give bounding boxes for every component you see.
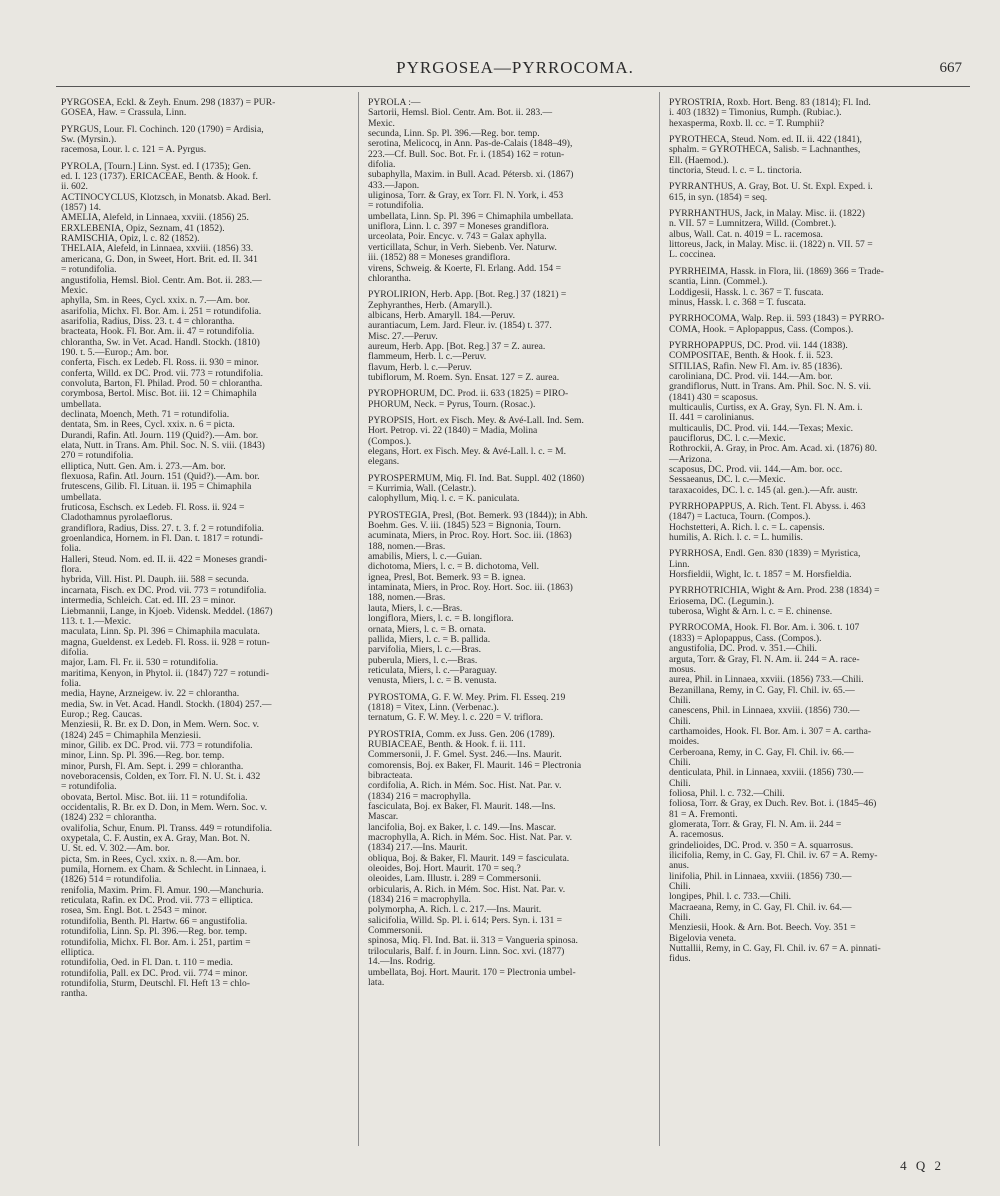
entry-line: elegans, Hort. ex Fisch. Mey. & Avé-Lall. l. c. = M.: [368, 446, 567, 457]
entry-line: corymbosa, Bertol. Misc. Bot. iii. 12 = Chimaphila: [61, 388, 257, 400]
entry-line: difolia.: [61, 646, 89, 658]
entry-line: caroliniana, DC. Prod. vii. 144.—Am. bor.: [669, 370, 833, 382]
entry-line: elliptica.: [61, 946, 95, 958]
entry-line: fidus.: [669, 953, 691, 965]
entry-line: ternatum, G. F. W. Mey. l. c. 220 = V. triflora.: [368, 712, 544, 724]
entry-line: elata, Nutt. in Trans. Am. Phil. Soc. N. S. viii. (1843): [61, 440, 265, 451]
entry-line: THELAIA, Alefeld, in Linnaea, xxviii. (1856) 33.: [61, 243, 254, 255]
entry-line: (1834) 216 = macrophylla.: [368, 894, 471, 906]
entry-line: aurantiacum, Lem. Jard. Fleur. iv. (1854) t. 377.: [368, 320, 552, 332]
entry-line: i. 403 (1832) = Timonius, Rumph. (Rubiac.).: [669, 107, 842, 119]
entry-line: rosea, Sm. Engl. Bot. t. 2543 = minor.: [61, 905, 207, 917]
entry-line: RAMISCHIA, Opiz, l. c. 82 (1852).: [61, 233, 200, 245]
entry-line: PYRRANTHUS, A. Gray, Bot. U. St. Expl. Exped. i.: [669, 181, 873, 193]
column-right: [669, 98, 964, 965]
entry-line: PYROLA, [Tourn.] Linn. Syst. ed. I (1735); Gen.: [61, 160, 251, 172]
entry-line: racemosa, Lour. l. c. 121 = A. Pyrgus.: [61, 144, 207, 156]
entry-line: lancifolia, Boj. ex Baker, l. c. 149.—Ins. Mascar.: [368, 821, 556, 833]
entry-line: oleoides, Lam. Illustr. i. 289 = Commersonii.: [368, 873, 542, 885]
entry-line: PYRRHANTHUS, Jack, in Malay. Misc. ii. (1822): [669, 208, 865, 220]
entry-line: ovalifolia, Schur, Enum. Pl. Transs. 449 = rotundifolia.: [61, 822, 273, 834]
entry-line: maritima, Kenyon, in Phytol. ii. (1847) 727 = rotundi-: [61, 667, 269, 679]
entry-line: PYRRHOTRICHIA, Wight & Arn. Prod. 238 (1834) =: [669, 585, 880, 597]
entry-line: COMPOSITAE, Benth. & Hook. f. ii. 523.: [669, 350, 833, 362]
entry-line: dichotoma, Miers, l. c. = B. dichotoma, Vell.: [368, 561, 539, 573]
page-header: [60, 58, 970, 84]
entry-line: Zephyranthes, Herb. (Amaryll.).: [368, 299, 493, 311]
entry-line: ACTINOCYCLUS, Klotzsch, in Monatsb. Akad. Berl.: [61, 191, 271, 203]
entry-line: Eriosema, DC. (Legumin.).: [669, 595, 774, 607]
entry-line: mosus.: [669, 663, 696, 675]
entry-line: rantha.: [61, 988, 88, 1000]
entry-line: Hochstetteri, A. Rich. l. c. = L. capensis.: [669, 521, 825, 533]
entry-line: Horsfieldii, Wight, Ic. t. 1857 = M. Horsfieldia.: [669, 569, 852, 581]
entry-line: virens, Schweig. & Koerte, Fl. Erlang. Add. 154 =: [368, 262, 561, 274]
entry-line: Chili.: [669, 694, 691, 706]
entry-line: rotundifolia, Linn. Sp. Pl. 396.—Reg. bor. temp.: [61, 926, 248, 938]
entry-line: minus, Hassk. l. c. 368 = T. fuscata.: [669, 296, 806, 308]
entry-line: II. 441 = carolinianus.: [669, 412, 755, 424]
entry-line: grandiflora, Radius, Diss. 27. t. 3. f. 2 = rotundifolia.: [61, 522, 264, 534]
entry-line: 615, in syn. (1854) = seq.: [669, 191, 768, 203]
entry-line: hybrida, Vill. Hist. Pl. Dauph. iii. 588 = secunda.: [61, 574, 249, 586]
entry-line: (Compos.).: [368, 435, 412, 447]
entry-line: PYRGUS, Lour. Fl. Cochinch. 120 (1790) = Ardisia,: [61, 123, 264, 135]
entry-line: intermedia, Schleich. Cat. ed. III. 23 = minor.: [61, 595, 236, 607]
entry-line: tuberosa, Wight & Arn. l. c. = E. chinense.: [669, 606, 833, 618]
entry-line: tinctoria, Steud. l. c. = L. tinctoria.: [669, 165, 802, 177]
entry-line: bibracteata.: [368, 769, 413, 781]
entry-line: 433.—Japon.: [368, 179, 420, 191]
entry-line: macrophylla, A. Rich. in Mém. Soc. Hist. Nat. Par. v.: [368, 832, 573, 844]
entry-line: COMA, Hook. = Aplopappus, Cass. (Compos.).: [669, 323, 854, 335]
entry-line: longipes, Phil. l. c. 733.—Chili.: [669, 891, 792, 903]
entry-line: ignea, Presl, Bot. Bemerk. 93 = B. ignea.: [368, 571, 526, 583]
entry-line: Macraeana, Remy, in C. Gay, Fl. Chil. iv. 64.—: [669, 901, 852, 913]
entry-line: serotina, Melicocq, in Ann. Pas-de-Calais (1848–49),: [368, 138, 573, 150]
entry-line: sphalm. = GYROTHECA, Salisb. = Lachnanthes,: [669, 144, 861, 156]
entry-line: Hort. Petrop. vi. 22 (1840) = Madia, Molina: [368, 425, 538, 437]
entry-line: comorensis, Boj. ex Baker, Fl. Maurit. 146 = Plectronia: [368, 759, 582, 771]
entry-line: elegans.: [368, 456, 400, 468]
entry-line: Chili.: [669, 777, 691, 789]
entry-line: Cladothamnus pyrolaeflorus.: [61, 512, 173, 524]
entry-line: albicans, Herb. Amaryll. 184.—Peruv.: [368, 309, 515, 321]
entry-line: iii. (1852) 88 = Moneses grandiflora.: [368, 252, 511, 264]
entry-line: incarnata, Fisch. ex DC. Prod. vii. 773 = rotundifolia.: [61, 584, 267, 596]
entry-line: chlorantha.: [368, 272, 411, 284]
entry-line: PYRROCOMA, Hook. Fl. Bor. Am. i. 306. t. 107: [669, 622, 860, 634]
entry-line: asarifolia, Radius, Diss. 23. t. 4 = chlorantha.: [61, 315, 235, 327]
entry-line: Rothrockii, A. Gray, in Proc. Am. Acad. xi. (1876) 80.: [669, 443, 878, 455]
entry-line: hexasperma, Roxb. ll. cc. = T. Rumphii?: [669, 117, 825, 129]
entry-line: = rotundifolia.: [368, 200, 424, 212]
entry-line: Menziesii, Hook. & Arn. Bot. Beech. Voy. 351 =: [669, 922, 856, 934]
entry-line: (1841) 430 = scaposus.: [669, 391, 759, 403]
entry-line: L. coccinea.: [669, 249, 716, 261]
entry-line: A. racemosus.: [669, 829, 724, 841]
entry-line: Sw. (Myrsin.).: [61, 134, 117, 146]
entry-line: 223.—Cf. Bull. Soc. Bot. Fr. i. (1854) 162 = rotun-: [368, 148, 565, 160]
entry-line: conferta, Fisch. ex Ledeb. Fl. Ross. ii. 930 = minor.: [61, 357, 259, 369]
entry-line: 14.—Ins. Rodrig.: [368, 956, 436, 968]
entry-line: pumila, Hornem. ex Cham. & Schlecht. in Linnaea, i.: [61, 864, 267, 876]
entry-line: = rotundifolia.: [61, 264, 117, 276]
entry-line: secunda, Linn. Sp. Pl. 396.—Reg. bor. temp.: [368, 128, 540, 140]
entry-line: Ell. (Haemod.).: [669, 154, 729, 166]
entry-line: ERXLEBENIA, Opiz, Seznam, 41 (1852).: [61, 222, 225, 234]
entry-line: uniflora, Linn. l. c. 397 = Moneses grandiflora.: [368, 221, 549, 233]
entry-line: ed. I. 123 (1737). ERICACEAE, Benth. & Hook. f.: [61, 171, 258, 183]
entry-line: lata.: [368, 976, 385, 988]
entry-line: difolia.: [368, 159, 396, 171]
entry-line: aurea, Phil. in Linnaea, xxviii. (1856) 733.—Chili.: [669, 674, 864, 686]
entry-line: calophyllum, Miq. l. c. = K. paniculata.: [368, 493, 520, 505]
entry-line: americana, G. Don, in Sweet, Hort. Brit. ed. II. 341: [61, 253, 258, 265]
header-rule: [56, 86, 970, 87]
entry-line: chlorantha, Sw. in Vet. Acad. Handl. Stockh. (1810): [61, 336, 260, 348]
entry-line: SITILIAS, Rafin. New Fl. Am. iv. 85 (1836).: [669, 360, 843, 372]
entry-line: parvifolia, Miers, l. c.—Bras.: [368, 644, 481, 656]
entry-line: minor, Pursh, Fl. Am. Sept. i. 299 = chlorantha.: [61, 760, 244, 772]
entry-line: 113. t. 1.—Mexic.: [61, 615, 131, 627]
entry-line: multicaulis, DC. Prod. vii. 144.—Texas; Mexic.: [669, 422, 853, 434]
entry-line: acuminata, Miers, in Proc. Roy. Hort. Soc. iii. (1863): [368, 530, 572, 542]
entry-line: (1826) 514 = rotundifolia.: [61, 874, 162, 886]
entry-line: pauciflorus, DC. l. c.—Mexic.: [669, 432, 786, 444]
entry-line: lauta, Miers, l. c.—Bras.: [368, 602, 463, 614]
entry-line: obliqua, Boj. & Baker, Fl. Maurit. 149 = fasciculata.: [368, 852, 570, 864]
entry-line: PHORUM, Neck. = Pyrus, Tourn. (Rosac.).: [368, 398, 536, 410]
page-number: 667: [939, 60, 962, 76]
entry-line: albus, Wall. Cat. n. 4019 = L. racemosa.: [669, 228, 823, 240]
entry-line: Chili.: [669, 881, 691, 893]
entry-line: taraxacoides, DC. l. c. 145 (al. gen.).—Afr. austr.: [669, 484, 858, 496]
entry-line: Misc. 27.—Peruv.: [368, 330, 438, 342]
entry-line: foliosa, Torr. & Gray, ex Duch. Rev. Bot. i. (1845–46): [669, 798, 877, 810]
entry-line: intaminata, Miers, in Proc. Roy. Hort. Soc. iii. (1863): [368, 582, 573, 594]
entry-line: PYRRHOSA, Endl. Gen. 830 (1839) = Myristica,: [669, 548, 861, 560]
entry-line: flexuosa, Rafin. Atl. Journ. 151 (Quid?).—Am. bor.: [61, 471, 260, 483]
entry-line: longiflora, Miers, l. c. = B. longiflora.: [368, 613, 514, 625]
entry-line: picta, Sm. in Rees, Cycl. xxix. n. 8.—Am. bor.: [61, 853, 241, 865]
entry-line: tubiflorum, M. Roem. Syn. Ensat. 127 = Z. aurea.: [368, 371, 560, 383]
entry-line: PYROSTEGIA, Presl, (Bot. Bemerk. 93 (1844)); in Abh.: [368, 509, 588, 521]
column-divider: [659, 92, 660, 1146]
entry-line: Boehm. Ges. V. iii. (1845) 523 = Bignonia, Tourn.: [368, 520, 561, 532]
entry-line: flammeum, Herb. l. c.—Peruv.: [368, 351, 487, 363]
entry-line: PYROLIRION, Herb. App. [Bot. Reg.] 37 (1821) =: [368, 289, 567, 301]
entry-line: Mexic.: [61, 284, 88, 296]
entry-line: (1834) 217.—Ins. Maurit.: [368, 842, 468, 854]
entry-line: reticulata, Miers, l. c.—Paraguay.: [368, 664, 497, 676]
entry-line: convoluta, Barton, Fl. Philad. Prod. 50 = chlorantha.: [61, 377, 263, 389]
entry-line: oxypetala, C. F. Austin, ex A. Gray, Man. Bot. N.: [61, 833, 250, 845]
entry-line: dentata, Sm. in Rees, Cycl. xxix. n. 6 = picta.: [61, 419, 235, 431]
entry-line: renifolia, Maxim. Prim. Fl. Amur. 190.—Manchuria.: [61, 884, 264, 896]
entry-line: AMELIA, Alefeld, in Linnaea, xxviii. (1856) 25.: [61, 212, 249, 224]
entry-line: arguta, Torr. & Gray, Fl. N. Am. ii. 244 = A. race-: [669, 653, 860, 665]
entry-line: major, Lam. Fl. Fr. ii. 530 = rotundifolia.: [61, 657, 219, 669]
entry-line: PYROSTRIA, Comm. ex Juss. Gen. 206 (1789).: [368, 728, 555, 740]
entry-line: 190. t. 5.—Europ.; Am. bor.: [61, 346, 169, 358]
entry-line: anus.: [669, 860, 689, 872]
entry-line: conferta, Willd. ex DC. Prod. vii. 773 = rotundifolia.: [61, 367, 264, 379]
column-middle: [368, 98, 646, 988]
entry-line: umbellata.: [61, 398, 102, 410]
entry-line: 188, nomen.—Bras.: [368, 540, 446, 552]
entry-line: salicifolia, Willd. Sp. Pl. i. 614; Pers. Syn. i. 131 =: [368, 914, 563, 926]
entry-line: venusta, Miers, l. c. = B. venusta.: [368, 675, 497, 687]
entry-line: media, Sw. in Vet. Acad. Handl. Stockh. (1804) 257.—: [61, 698, 272, 710]
entry-line: maculata, Linn. Sp. Pl. 396 = Chimaphila maculata.: [61, 626, 260, 638]
signature-mark: 4 Q 2: [900, 1158, 944, 1173]
entry-line: PYRGOSEA, Eckl. & Zeyh. Enum. 298 (1837) = PUR-: [61, 97, 276, 108]
entry-line: Chili.: [669, 715, 691, 727]
entry-line: Commersonii, J. F. Gmel. Syst. 246.—Ins. Maurit.: [368, 749, 562, 761]
entry-line: rotundifolia, Pall. ex DC. Prod. vii. 774 = minor.: [61, 967, 248, 979]
entry-line: groenlandica, Hornem. in Fl. Dan. t. 1817 = rotundi-: [61, 533, 263, 545]
entry-line: rotundifolia, Oed. in Fl. Dan. t. 110 = media.: [61, 957, 233, 969]
entry-line: humilis, A. Rich. l. c. = L. humilis.: [669, 532, 803, 544]
entry-line: magna, Gueldenst. ex Ledeb. Fl. Ross. ii. 928 = rotun-: [61, 636, 270, 648]
entry-line: grandiflorus, Nutt. in Trans. Am. Phil. Soc. N. S. vii.: [669, 381, 872, 393]
entry-line: Sartorii, Hemsl. Biol. Centr. Am. Bot. ii. 283.—: [368, 107, 553, 119]
entry-line: PYROPHORUM, DC. Prod. ii. 633 (1825) = PIRO-: [368, 388, 569, 400]
entry-line: Cerberoana, Remy, in C. Gay, Fl. Chil. iv. 66.—: [669, 746, 854, 758]
entry-line: carthamoides, Hook. Fl. Bor. Am. i. 307 = A. cartha-: [669, 725, 872, 737]
entry-line: occidentalis, R. Br. ex D. Don, in Mem. Wern. Soc. v.: [61, 802, 267, 814]
entry-line: Halleri, Steud. Nom. ed. II. ii. 422 = Moneses grandi-: [61, 553, 268, 565]
entry-line: oleoides, Boj. Hort. Maurit. 170 = seq.?: [368, 863, 521, 875]
entry-line: uliginosa, Torr. & Gray, ex Torr. Fl. N. York, i. 453: [368, 190, 564, 202]
entry-line: PYRRHOCOMA, Walp. Rep. ii. 593 (1843) = PYRRO-: [669, 313, 885, 325]
entry-line: puberula, Miers, l. c.—Bras.: [368, 654, 478, 666]
entry-line: folia.: [61, 543, 81, 555]
entry-line: umbellata, Linn. Sp. Pl. 396 = Chimaphila umbellata.: [368, 210, 574, 222]
entry-line: littoreus, Jack, in Malay. Misc. ii. (1822) n. VII. 57 =: [669, 239, 873, 251]
entry-line: Mexic.: [368, 117, 395, 129]
entry-line: PYROSTOMA, G. F. W. Mey. Prim. Fl. Esseq. 219: [368, 691, 566, 703]
entry-line: Menziesii, R. Br. ex D. Don, in Mem. Wern. Soc. v.: [61, 719, 260, 731]
entry-line: minor, Linn. Sp. Pl. 396.—Reg. bor. temp.: [61, 750, 225, 762]
entry-line: minor, Gilib. ex DC. Prod. vii. 773 = rotundifolia.: [61, 739, 253, 751]
entry-line: spinosa, Miq. Fl. Ind. Bat. ii. 313 = Vangueria spinosa.: [368, 935, 578, 947]
entry-line: n. VII. 57 = Lumnitzera, Willd. (Combret.).: [669, 218, 837, 230]
entry-line: Chili.: [669, 756, 691, 768]
entry-line: fasciculata, Boj. ex Baker, Fl. Maurit. 148.—Ins.: [368, 801, 556, 812]
column-left: [61, 98, 347, 1000]
entry-line: PYROPSIS, Hort. ex Fisch. Mey. & Avé-Lall. Ind. Sem.: [368, 414, 584, 426]
entry-line: Durandi, Rafin. Atl. Journ. 119 (Quid?).—Am. bor.: [61, 429, 259, 441]
entry-line: noveboracensis, Colden, ex Torr. Fl. N. U. St. i. 432: [61, 771, 261, 782]
entry-line: (1818) = Vitex, Linn. (Verbenac.).: [368, 701, 499, 713]
entry-line: (1833) = Aplopappus, Cass. (Compos.).: [669, 632, 822, 644]
column-divider: [358, 92, 359, 1146]
entry-line: orbicularis, A. Rich. in Mém. Soc. Hist. Nat. Par. v.: [368, 883, 566, 895]
entry-line: = rotundifolia.: [61, 781, 117, 793]
entry-line: verticillata, Schur, in Verh. Siebenb. Ver. Naturw.: [368, 241, 557, 253]
entry-line: denticulata, Phil. in Linnaea, xxviii. (1856) 730.—: [669, 767, 864, 779]
entry-line: (1824) 245 = Chimaphila Menziesii.: [61, 729, 201, 741]
entry-line: obovata, Bertol. Misc. Bot. iii. 11 = rotundifolia.: [61, 791, 248, 803]
entry-line: scantia, Linn. (Commel.).: [669, 276, 768, 288]
entry-line: linifolia, Phil. in Linnaea, xxviii. (1856) 730.—: [669, 870, 852, 882]
entry-line: rotundifolia, Michx. Fl. Bor. Am. i. 251, partim =: [61, 936, 251, 948]
entry-line: Liebmannii, Lange, in Kjoeb. Vidensk. Meddel. (1867): [61, 605, 273, 617]
entry-line: PYROTHECA, Steud. Nom. ed. II. ii. 422 (1841),: [669, 134, 862, 146]
entry-line: rotundifolia, Benth. Pl. Hartw. 66 = angustifolia.: [61, 915, 248, 927]
entry-line: Sessaeanus, DC. l. c.—Mexic.: [669, 474, 786, 486]
entry-line: 81 = A. Fremonti.: [669, 808, 738, 820]
running-title: PYRGOSEA—PYRROCOMA.: [396, 58, 634, 77]
entry-line: asarifolia, Michx. Fl. Bor. Am. i. 251 = rotundifolia.: [61, 305, 262, 317]
entry-line: angustifolia, DC. Prod. v. 351.—Chili.: [669, 643, 818, 655]
entry-line: fruticosa, Eschsch. ex Ledeb. Fl. Ross. ii. 924 =: [61, 502, 245, 514]
entry-line: ornata, Miers, l. c. = B. ornata.: [368, 623, 486, 635]
entry-line: frutescens, Gilib. Fl. Lituan. ii. 195 = Chimaphila: [61, 481, 252, 493]
entry-line: Bezanillana, Remy, in C. Gay, Fl. Chil. iv. 65.—: [669, 684, 855, 696]
entry-line: 188, nomen.—Bras.: [368, 592, 446, 604]
entry-line: reticulata, Rafin. ex DC. Prod. vii. 773 = elliptica.: [61, 895, 253, 907]
entry-line: trilocularis, Balf. f. in Journ. Linn. Soc. xvi. (1877): [368, 945, 565, 957]
entry-line: U. St. ed. V. 302.—Am. bor.: [61, 843, 170, 855]
entry-line: ilicifolia, Remy, in C. Gay, Fl. Chil. iv. 67 = A. Remy-: [669, 850, 878, 862]
entry-line: pallida, Miers, l. c. = B. pallida.: [368, 633, 491, 645]
entry-line: rotundifolia, Sturm, Deutschl. Fl. Heft 13 = chlo-: [61, 977, 250, 989]
entry-line: bracteata, Hook. Fl. Bor. Am. ii. 47 = rotundifolia.: [61, 326, 255, 338]
entry-line: Bigelovia veneta.: [669, 932, 737, 944]
entry-line: cordifolia, A. Rich. in Mém. Soc. Hist. Nat. Par. v.: [368, 780, 562, 792]
entry-line: = Kurrimia, Wall. (Celastr.).: [368, 483, 477, 495]
entry-line: flora.: [61, 564, 82, 576]
entry-line: 270 = rotundifolia.: [61, 450, 134, 462]
entry-line: PYROLA :—: [368, 97, 421, 108]
entry-line: glomerata, Torr. & Gray, Fl. N. Am. ii. 244 =: [669, 819, 842, 830]
entry-line: PYROSTRIA, Roxb. Hort. Beng. 83 (1814); Fl. Ind.: [669, 97, 871, 108]
entry-line: scaposus, DC. Prod. vii. 144.—Am. bor. occ.: [669, 464, 843, 475]
entry-line: umbellata.: [61, 491, 102, 503]
entry-line: Linn.: [669, 558, 690, 570]
entry-line: polymorpha, A. Rich. l. c. 217.—Ins. Maurit.: [368, 904, 542, 916]
entry-line: moides.: [669, 736, 700, 748]
entry-line: (1824) 232 = chlorantha.: [61, 812, 157, 824]
entry-line: Europ.; Reg. Caucas.: [61, 708, 143, 720]
entry-line: Nuttallii, Remy, in C. Gay, Fl. Chil. iv. 67 = A. pinnati-: [669, 943, 881, 955]
entry-line: canescens, Phil. in Linnaea, xxviii. (1856) 730.—: [669, 705, 860, 717]
entry-line: Mascar.: [368, 811, 399, 823]
entry-line: foliosa, Phil. l. c. 732.—Chili.: [669, 787, 785, 799]
entry-line: angustifolia, Hemsl. Biol. Centr. Am. Bot. ii. 283.—: [61, 274, 262, 286]
entry-line: Chili.: [669, 912, 691, 924]
entry-line: (1834) 216 = macrophylla.: [368, 790, 471, 802]
entry-line: aphylla, Sm. in Rees, Cycl. xxix. n. 7.—Am. bor.: [61, 295, 250, 307]
entry-line: amabilis, Miers, l. c.—Guian.: [368, 551, 483, 563]
entry-line: umbellata, Boj. Hort. Maurit. 170 = Plectronia umbel-: [368, 966, 576, 978]
entry-line: folia.: [61, 677, 81, 689]
entry-line: Loddigesii, Hassk. l. c. 367 = T. fuscata.: [669, 286, 824, 298]
entry-line: declinata, Moench, Meth. 71 = rotundifolia.: [61, 408, 230, 420]
entry-line: Commersonii.: [368, 925, 423, 937]
entry-line: media, Hayne, Arzneigew. iv. 22 = chlorantha.: [61, 688, 240, 700]
entry-line: PYROSPERMUM, Miq. Fl. Ind. Bat. Suppl. 402 (1860): [368, 472, 585, 484]
entry-line: urceolata, Poir. Encyc. v. 743 = Galax aphylla.: [368, 231, 547, 243]
entry-line: subaphylla, Maxim. in Bull. Acad. Pétersb. xi. (1867): [368, 169, 574, 181]
entry-line: RUBIACEAE, Benth. & Hook. f. ii. 111.: [368, 738, 526, 750]
entry-line: ii. 602.: [61, 181, 88, 193]
entry-line: PYRRHOPAPPUS, DC. Prod. vii. 144 (1838).: [669, 339, 848, 351]
entry-line: PYRRHEIMA, Hassk. in Flora, lii. (1869) 366 = Trade-: [669, 265, 884, 277]
entry-line: (1857) 14.: [61, 202, 101, 214]
entry-line: multicaulis, Curtiss, ex A. Gray, Syn. Fl. N. Am. i.: [669, 401, 863, 413]
entry-line: PYRRHOPAPPUS, A. Rich. Tent. Fl. Abyss. i. 463: [669, 501, 866, 513]
entry-line: (1847) = Lactuca, Tourn. (Compos.).: [669, 511, 811, 523]
entry-line: elliptica, Nutt. Gen. Am. i. 273.—Am. bor.: [61, 460, 226, 472]
entry-line: aureum, Herb. App. [Bot. Reg.] 37 = Z. aurea.: [368, 340, 546, 352]
entry-line: flavum, Herb. l. c.—Peruv.: [368, 361, 472, 373]
entry-line: —Arizona.: [669, 453, 712, 465]
entry-line: grindelioides, DC. Prod. v. 350 = A. squarrosus.: [669, 839, 854, 851]
entry-line: GOSEA, Haw. = Crassula, Linn.: [61, 107, 187, 119]
